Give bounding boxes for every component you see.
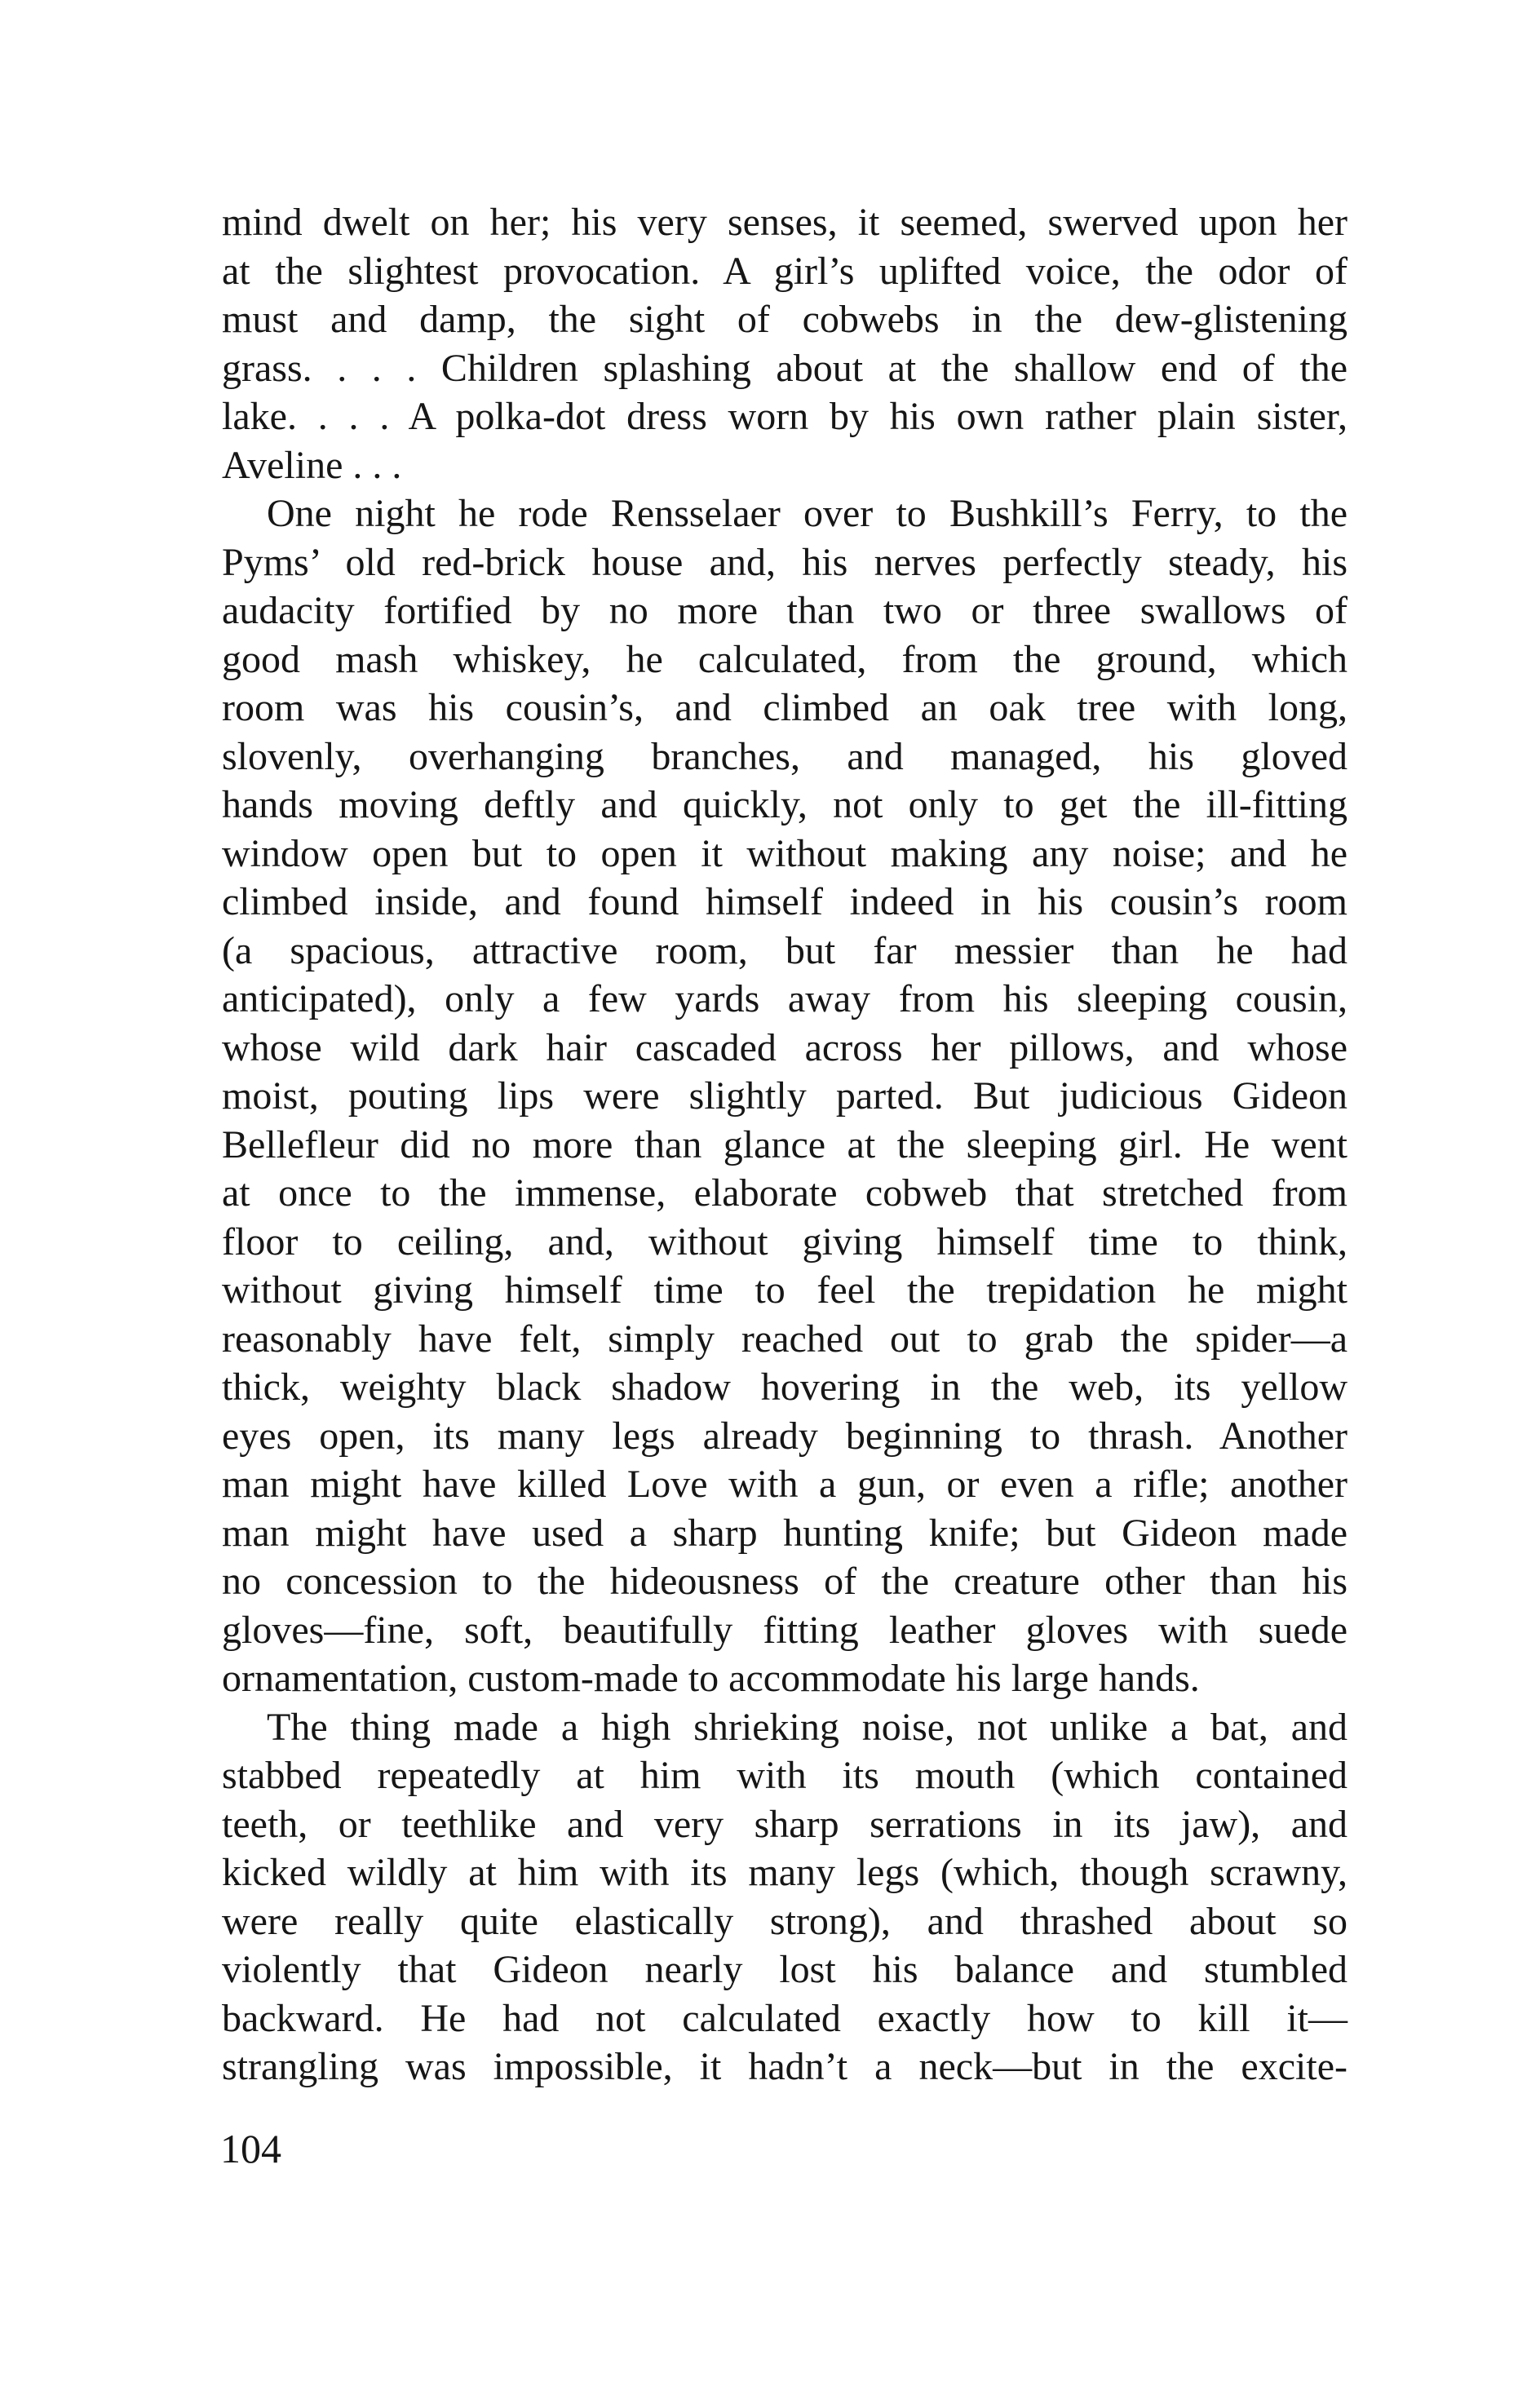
text-line: kicked wildly at him with its many legs (which, though scrawny, — [222, 1851, 1348, 1894]
text-line: without giving himself time to feel the trepidation he might — [222, 1268, 1348, 1312]
text-line: teeth, or teethlike and very sharp serrations in its jaw), and — [222, 1802, 1348, 1846]
text-line: good mash whiskey, he calculated, from the ground, which — [222, 637, 1348, 681]
text-line: The thing made a high shrieking noise, not unlike a bat, and — [267, 1705, 1348, 1749]
text-line: window open but to open it without making any noise; and he — [222, 831, 1348, 875]
text-line: hands moving deftly and quickly, not only to get the ill-fitting — [222, 783, 1348, 826]
text-line: thick, weighty black shadow hovering in the web, its yellow — [222, 1365, 1348, 1409]
text-line: climbed inside, and found himself indeed in his cousin’s room — [222, 880, 1348, 923]
body-text — [222, 198, 1348, 2091]
text-line: no concession to the hideousness of the creature other than his — [222, 1560, 1348, 1603]
text-line: audacity fortified by no more than two or three swallows of — [222, 589, 1348, 632]
text-line: anticipated), only a few yards away from his sleeping cousin, — [222, 977, 1348, 1020]
text-line: strangling was impossible, it hadn’t a neck—but in the excite- — [222, 2045, 1348, 2088]
text-line: Bellefleur did no more than glance at the sleeping girl. He went — [222, 1122, 1348, 1166]
text-line: floor to ceiling, and, without giving himself time to think, — [222, 1219, 1348, 1264]
text-line: violently that Gideon nearly lost his balance and stumbled — [222, 1948, 1348, 1991]
text-line: room was his cousin’s, and climbed an oak tree with long, — [222, 686, 1348, 729]
text-line: ornamentation, custom-made to accommodate his large hands. — [222, 1657, 1200, 1700]
text-line: (a spacious, attractive room, but far messier than he had — [222, 928, 1348, 972]
text-line: stabbed repeatedly at him with its mouth (which contained — [222, 1754, 1348, 1797]
text-line: whose wild dark hair cascaded across her pillows, and whose — [222, 1025, 1348, 1069]
text-line: mind dwelt on her; his very senses, it seemed, swerved upon her — [222, 201, 1348, 244]
text-line: gloves—fine, soft, beautifully fitting leather gloves with suede — [222, 1608, 1348, 1652]
text-line: backward. He had not calculated exactly how to kill it— — [222, 1996, 1348, 2040]
text-line: eyes open, its many legs already beginning to thrash. Another — [222, 1414, 1348, 1458]
text-line: moist, pouting lips were slightly parted. But judicious Gideon — [222, 1074, 1348, 1118]
text-line: man might have killed Love with a gun, or even a rifle; another — [222, 1463, 1348, 1506]
text-line: lake. . . . A polka-dot dress worn by his own rather plain sister, — [222, 395, 1348, 438]
text-line: reasonably have felt, simply reached out to grab the spider—a — [222, 1317, 1348, 1361]
page-number: 104 — [220, 2126, 281, 2171]
text-line: were really quite elastically strong), and thrashed about so — [222, 1899, 1348, 1943]
text-line: man might have used a sharp hunting knife; but Gideon made — [222, 1511, 1348, 1555]
text-line: Pyms’ old red-brick house and, his nerves perfectly steady, his — [222, 540, 1348, 584]
text-line: slovenly, overhanging branches, and managed, his gloved — [222, 734, 1348, 778]
text-line: One night he rode Rensselaer over to Bushkill’s Ferry, to the — [267, 492, 1348, 535]
text-line: at once to the immense, elaborate cobweb that stretched from — [222, 1171, 1348, 1215]
text-line: grass. . . . Children splashing about at the shallow end of the — [222, 346, 1348, 390]
text-line: must and damp, the sight of cobwebs in the dew-glistening — [222, 298, 1348, 341]
text-line: Aveline . . . — [222, 443, 402, 487]
text-line: at the slightest provocation. A girl’s uplifted voice, the odor of — [222, 249, 1348, 293]
